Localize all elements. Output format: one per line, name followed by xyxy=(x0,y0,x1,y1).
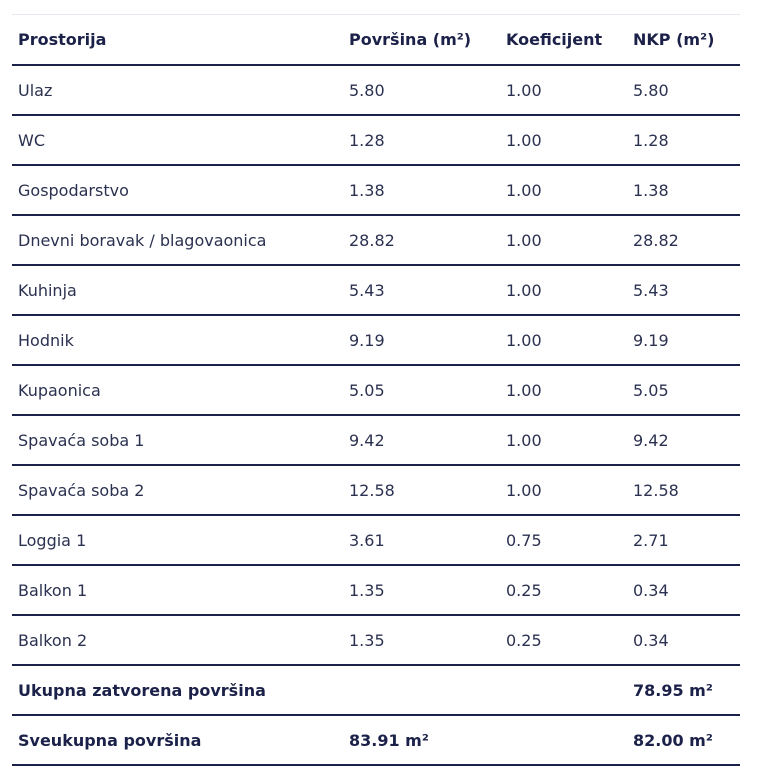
cell-area: 1.38 xyxy=(343,165,500,215)
summary-label: Sveukupna površina xyxy=(12,715,343,765)
header-area: Površina (m²) xyxy=(343,15,500,66)
cell-area: 1.35 xyxy=(343,615,500,665)
room-area-table xyxy=(12,14,740,766)
cell-nkp: 9.42 xyxy=(627,415,740,465)
summary-area: 83.91 m² xyxy=(343,715,500,765)
table-row xyxy=(12,465,740,515)
cell-room: Balkon 2 xyxy=(12,615,343,665)
cell-room: Ulaz xyxy=(12,65,343,115)
cell-coefficient: 1.00 xyxy=(500,215,627,265)
cell-room: Dnevni boravak / blagovaonica xyxy=(12,215,343,265)
cell-nkp: 12.58 xyxy=(627,465,740,515)
cell-room: Spavaća soba 2 xyxy=(12,465,343,515)
cell-area: 3.61 xyxy=(343,515,500,565)
table-row xyxy=(12,265,740,315)
cell-room: Kuhinja xyxy=(12,265,343,315)
cell-area: 9.42 xyxy=(343,415,500,465)
cell-area: 28.82 xyxy=(343,215,500,265)
cell-area: 12.58 xyxy=(343,465,500,515)
cell-room: Hodnik xyxy=(12,315,343,365)
summary-nkp: 78.95 m² xyxy=(627,665,740,715)
table-row xyxy=(12,365,740,415)
cell-nkp: 9.19 xyxy=(627,315,740,365)
cell-area: 1.35 xyxy=(343,565,500,615)
table-row xyxy=(12,165,740,215)
cell-area: 5.05 xyxy=(343,365,500,415)
header-coefficient: Koeficijent xyxy=(500,15,627,66)
cell-nkp: 5.80 xyxy=(627,65,740,115)
cell-nkp: 0.34 xyxy=(627,565,740,615)
cell-room: Loggia 1 xyxy=(12,515,343,565)
cell-area: 5.43 xyxy=(343,265,500,315)
cell-room: Gospodarstvo xyxy=(12,165,343,215)
cell-nkp: 2.71 xyxy=(627,515,740,565)
table-row xyxy=(12,315,740,365)
summary-nkp: 82.00 m² xyxy=(627,715,740,765)
cell-nkp: 0.34 xyxy=(627,615,740,665)
summary-area xyxy=(343,665,500,715)
cell-coefficient: 1.00 xyxy=(500,265,627,315)
cell-coefficient: 1.00 xyxy=(500,465,627,515)
table-row xyxy=(12,65,740,115)
summary-row-total-area xyxy=(12,715,740,765)
cell-area: 1.28 xyxy=(343,115,500,165)
cell-nkp: 1.38 xyxy=(627,165,740,215)
cell-area: 5.80 xyxy=(343,65,500,115)
cell-room: Balkon 1 xyxy=(12,565,343,615)
cell-coefficient: 1.00 xyxy=(500,65,627,115)
cell-nkp: 5.43 xyxy=(627,265,740,315)
cell-room: WC xyxy=(12,115,343,165)
table-row xyxy=(12,565,740,615)
table-row xyxy=(12,615,740,665)
table-row xyxy=(12,115,740,165)
summary-label: Ukupna zatvorena površina xyxy=(12,665,343,715)
cell-room: Spavaća soba 1 xyxy=(12,415,343,465)
table-header-row xyxy=(12,15,740,66)
cell-coefficient: 0.25 xyxy=(500,615,627,665)
summary-row-enclosed-area xyxy=(12,665,740,715)
cell-coefficient: 1.00 xyxy=(500,115,627,165)
summary-coefficient xyxy=(500,665,627,715)
cell-coefficient: 0.25 xyxy=(500,565,627,615)
cell-area: 9.19 xyxy=(343,315,500,365)
summary-coefficient xyxy=(500,715,627,765)
cell-room: Kupaonica xyxy=(12,365,343,415)
cell-coefficient: 1.00 xyxy=(500,365,627,415)
table-row xyxy=(12,515,740,565)
header-room: Prostorija xyxy=(12,15,343,66)
cell-coefficient: 0.75 xyxy=(500,515,627,565)
table-row xyxy=(12,415,740,465)
table-row xyxy=(12,215,740,265)
cell-nkp: 5.05 xyxy=(627,365,740,415)
header-nkp: NKP (m²) xyxy=(627,15,740,66)
cell-nkp: 1.28 xyxy=(627,115,740,165)
cell-coefficient: 1.00 xyxy=(500,315,627,365)
cell-coefficient: 1.00 xyxy=(500,415,627,465)
cell-nkp: 28.82 xyxy=(627,215,740,265)
cell-coefficient: 1.00 xyxy=(500,165,627,215)
